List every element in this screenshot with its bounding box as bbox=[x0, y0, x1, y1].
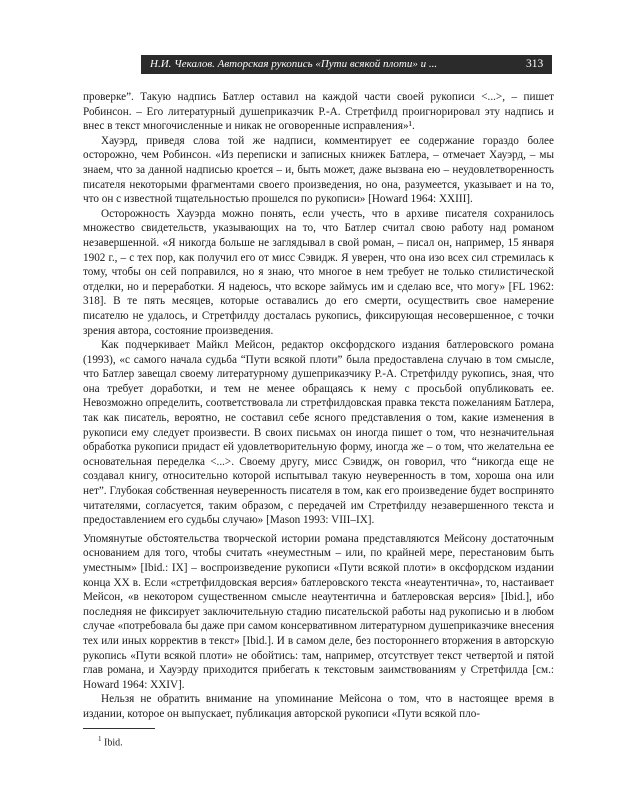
paragraph-2: Хауэрд, приведя слова той же надписи, комментирует ее содержание гораздо более осторожно, чем Робинсон. «Из переписки и записных книжек Батлера, – отмечает Хауэрд, – мы знаем, что за данной надписью кроется – и, быть может, даже вызвана ею – неудовлетворенность писателя некоторыми фрагментами своего произведения, но она, разумеется, указывает и на то, что он с известной тщательностью прошелся по рукописи» [Howard 1964: XXIII]. bbox=[83, 134, 554, 206]
paragraph-6: Нельзя не обратить внимание на упоминание Мейсона о том, что в настоящее время в издании, которое он выпускает, публикация авторской рукописи «Пути всякой пло- bbox=[83, 693, 554, 720]
paragraph-1: проверке”. Такую надпись Батлер оставил на каждой части своей рукописи <...>, – пишет Робинсон. – Его литературный душеприказчик Р.-А. Стретфилд проигнорировал эту надпись и внес в текст многочисленные и никак не оговоренные исправления»¹. bbox=[83, 91, 554, 133]
main-text bbox=[83, 90, 554, 722]
footnote-divider bbox=[83, 728, 155, 729]
page-number: 313 bbox=[526, 58, 544, 70]
footnote-marker: 1 bbox=[98, 735, 102, 743]
paragraph-3: Осторожность Хауэрда можно понять, если учесть, что в архиве писателя сохранилось множество свидетельств, указывающих на то, что Батлер считал свою работу над романом незавершенной. «Я никогда больше не заглядывал в свой роман, – писал он, например, 15 января 1902 г., – с тех пор, как получил его от мисс Сэвидж. Я уверен, что она изо всех сил стремилась к тому, чтобы он сей поправился, но я знаю, что многое в нем требует не только стилистической отделки, но и переработки. Я надеюсь, что вскоре займусь им и сделаю все, что могу» [FL 1962: 318]. В те пять месяцев, которые оставались до его смерти, осуществить свое намерение писателю не удалось, и Стретфилду досталась рукопись, фиксирующая несовершенное, с точки зрения автора, состояние произведения. bbox=[83, 207, 554, 337]
footnote-text: Ibid. bbox=[104, 737, 123, 749]
running-header-title: Н.И. Чекалов. Авторская рукопись «Пути всякой плоти» и ... bbox=[150, 58, 438, 70]
footnote bbox=[98, 733, 123, 749]
paragraph-5: Упомянутые обстоятельства творческой истории романа представляются Мейсону достаточным основанием для того, чтобы считать «неуместным – или, по крайней мере, перестановим быть уместным» [Ibid.: IX] – воспроизведение рукописи «Пути всякой плоти» в оксфордском издании конца XX в. Если «стретфилдовская версия» батлеровского текста «неаутентична», то, настаивает Мейсон, «в некотором существенном смысле неаутентична и батлеровская версия» [Ibid.], ибо последняя не фиксирует заключительную стадию писательской работы над рукописью и в любом случае «потребовала бы даже при самом консервативном литературном душеприказчике внесения тех или иных корректив в текст» [Ibid.]. И в самом деле, без постороннего вторжения в авторскую рукопись «Пути всякой плоти» не обойтись: там, например, отсутствует текст четвертой и пятой глав романа, и Хауэрду приходится прибегать к текстовым заимствованиям у Стретфилда [см.: Howard 1964: XXIV]. bbox=[83, 532, 554, 691]
paragraph-4: Как подчеркивает Майкл Мейсон, редактор оксфордского издания батлеровского романа (1993), «с самого начала судьба “Пути всякой плоти” была предоставлена случаю в том смысле, что Батлер завещал своему литературному душеприказчику Р.-А. Стретфилду рукопись, зная, что она требует доработки, и тем не менее обращаясь к нему с просьбой опубликовать ее. Невозможно определить, соответствовала ли стретфилдовская правка текста пожеланиям Батлера, так как писатель, вероятно, не составил себе ясного представления о том, какие изменения в рукописи ему следует произвести. В своих письмах он иногда пишет о том, что незначительная обработка рукописи придаст ей удовлетворительную форму, иногда же – о том, что желательна ее основательная переделка <...>. Своему другу, мисс Сэвидж, он говорил, что “никогда еще не создавал книгу, относительно которой испытывал такую неуверенность в том, хороша она или нет”. Глубокая собственная неуверенность писателя в том, как его произведение будет воспринято читателями, согласуется, таким образом, с передачей им Стретфилду незавершенного текста и предоставлением его судьбы случаю» [Mason 1993: VIII–IX]. bbox=[83, 339, 554, 527]
